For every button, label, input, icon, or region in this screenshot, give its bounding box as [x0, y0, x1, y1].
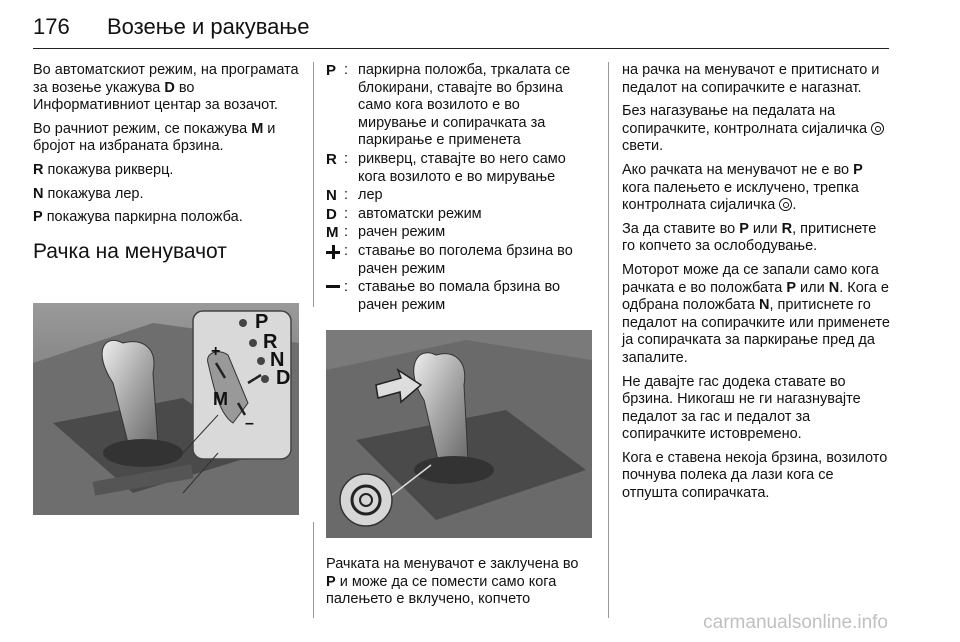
definition-separator: : [344, 150, 349, 167]
column-divider [313, 522, 314, 618]
inset-label-minus: – [245, 415, 254, 432]
column-divider [608, 62, 609, 618]
inset-label-plus: + [211, 343, 221, 360]
definition-separator: : [344, 242, 349, 259]
definition-text: лер [358, 187, 383, 204]
paragraph: Без нагазување на педалата на сопирачките, контролната сијаличка свети. [622, 103, 890, 156]
section-title: Рачка на менувачот [33, 239, 227, 263]
definition-row [326, 151, 592, 186]
inset-label-m: M [213, 389, 228, 409]
definition-separator: : [344, 62, 349, 78]
definition-separator: : [344, 205, 349, 222]
definition-text: рачен режим [358, 224, 446, 241]
inset-label-d: D [276, 367, 291, 389]
watermark: carmanualsonline.info [703, 612, 888, 633]
definition-key: P [326, 62, 337, 79]
paragraph: За да ставите во P или R, притиснете го копчето за ослободување. [622, 220, 877, 255]
brake-warning-icon [871, 122, 884, 135]
paragraph: Моторот може да се запали само кога рачката е во положбата P или N. Кога е одбрана положбата N, притиснете го педалот на сопирачките или применете ја сопирачката за паркирање пред да запалите. [622, 261, 890, 366]
paragraph: P покажува паркирна положба. [33, 209, 243, 226]
definition-text: ставање во поголема брзина во рачен режим [358, 242, 573, 277]
gear-lever-figure [33, 303, 299, 515]
paragraph: Во рачниот режим, се покажува M и бројот на избраната брзина. [33, 120, 276, 155]
definition-separator: : [344, 224, 349, 241]
definition-key: N [326, 187, 337, 205]
figure-caption: Рачката на менувачот е заклучена во P и може да се помести само кога палењето е вклучено, копчето [326, 556, 579, 608]
definition-row [326, 187, 592, 205]
plus-icon [326, 245, 340, 259]
definition-text: автоматски режим [358, 205, 482, 222]
column-divider [313, 62, 314, 307]
inset-label-n: N [270, 349, 285, 371]
lever-lock-illustration [326, 330, 592, 538]
gear-lever-illustration [33, 303, 299, 515]
brake-warning-icon [779, 198, 792, 211]
definition-key: M [326, 224, 339, 242]
definition-row [326, 243, 592, 278]
paragraph: Ако рачката на менувачот не е во P кога палењето е исклучено, трепка контролната сијаличка . [622, 161, 863, 214]
definition-row [326, 224, 592, 242]
inset-label-r: R [263, 331, 278, 353]
definition-text: ставање во помала брзина во рачен режим [358, 279, 561, 313]
definition-separator: : [344, 279, 349, 296]
paragraph: Кога е ставена некоја брзина, возилото почнува полека да лази кога се отпушта сопирачката. [622, 449, 888, 502]
definition-row [326, 62, 592, 150]
definition-row [326, 279, 592, 314]
header-rule [33, 48, 889, 49]
paragraph: N покажува лер. [33, 185, 144, 202]
definition-key: R [326, 150, 337, 168]
page-header [33, 14, 310, 40]
paragraph: Во автоматскиот режим, на програмата за возење укажува D во Информативниот центар за возачот. [33, 62, 299, 114]
definition-separator: : [344, 187, 349, 204]
definition-list [326, 62, 592, 314]
definition-row [326, 206, 592, 224]
paragraph: R покажува рикверц. [33, 161, 174, 178]
column-middle [326, 62, 592, 315]
page-number: 176 [33, 14, 70, 39]
paragraph: на рачка на менувачот е притиснато и педалот на сопирачките е нагазнат. [622, 62, 880, 96]
minus-icon [326, 285, 340, 288]
definition-key: D [326, 205, 337, 223]
paragraph: Не давајте гас додека ставате во брзина. Никогаш не ги нагазнувајте педалот за гас и педалот за сопирачките истовремено. [622, 373, 861, 443]
definition-key [326, 279, 344, 314]
definition-key [326, 243, 344, 278]
lever-lock-figure [326, 330, 592, 538]
column-left [33, 62, 301, 263]
chapter-title: Возење и ракување [107, 14, 310, 39]
inset-label-p: P [255, 311, 269, 333]
definition-text: рикверц, ставајте во него само кога возилото е во мирување [358, 150, 566, 185]
definition-text: паркирна положба, тркалата се блокирани, ставајте во брзина само кога возилото е во мирување и сопирачката за паркирање е применета [358, 62, 571, 149]
column-right [622, 62, 890, 509]
